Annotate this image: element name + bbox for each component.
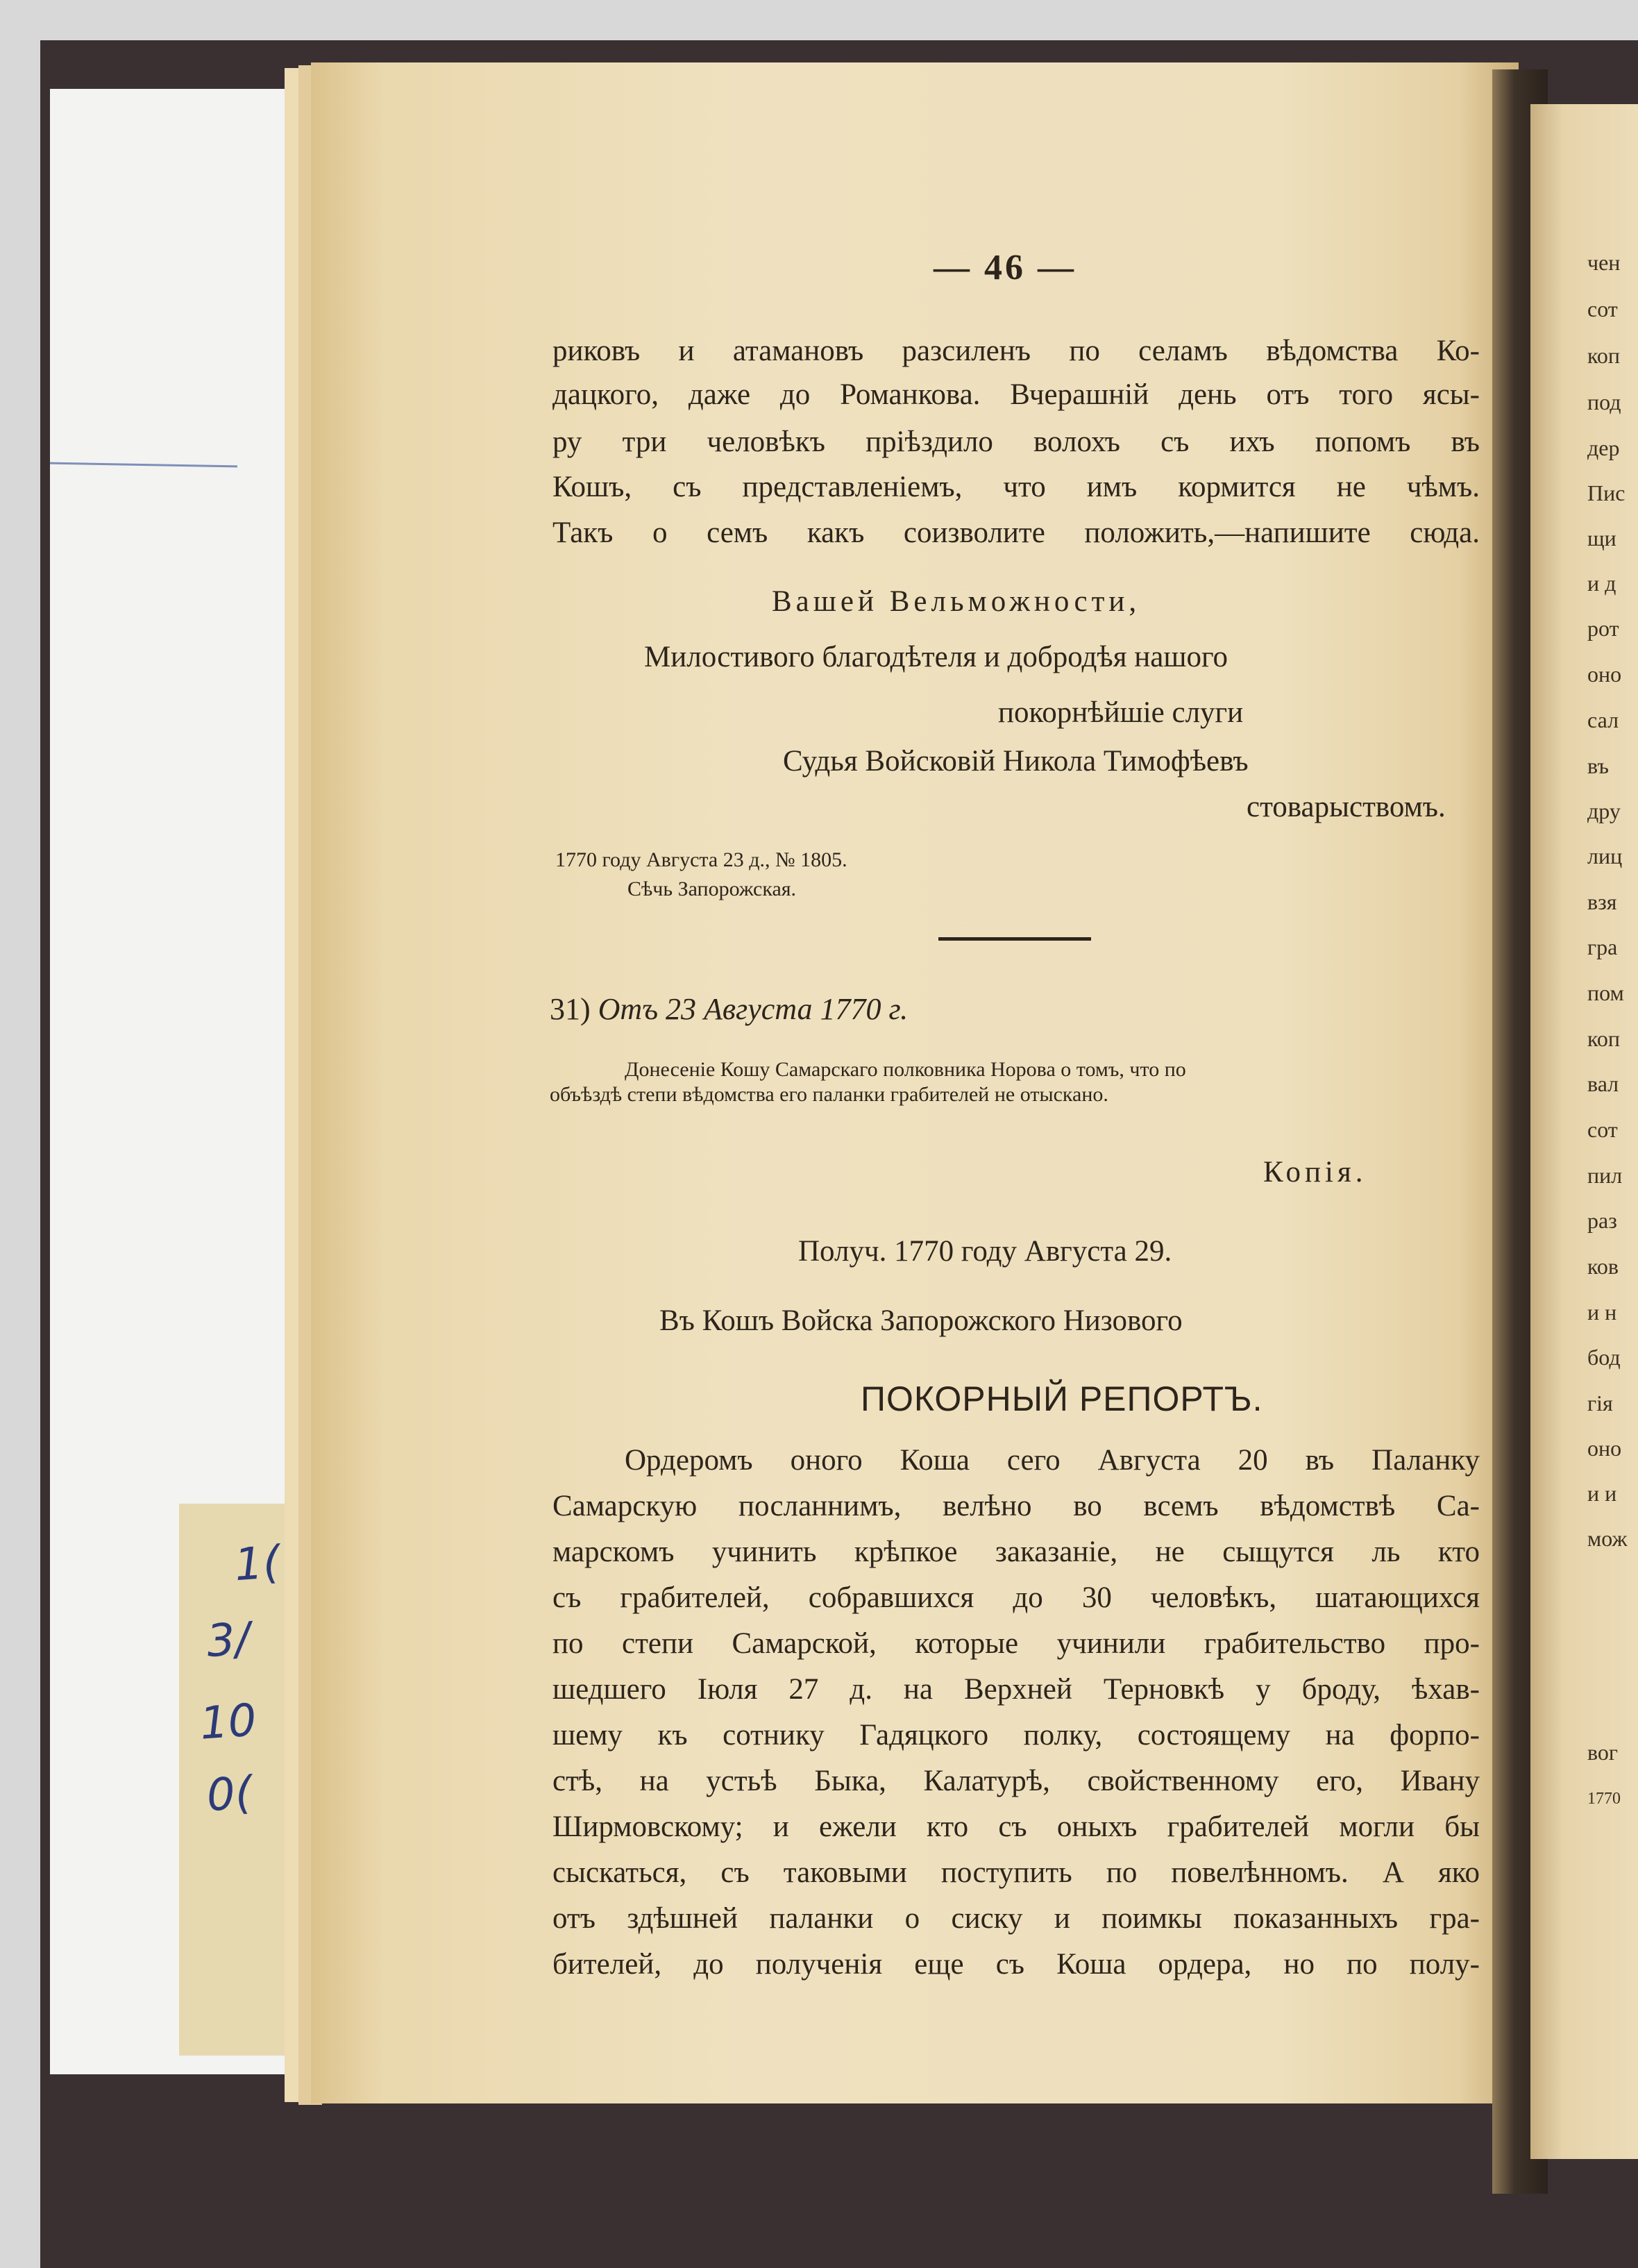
margin-note-1: 1( [233, 1536, 282, 1592]
facing-page-fragment: пил [1587, 1163, 1623, 1188]
facing-page-fragment: коп [1587, 343, 1621, 368]
facing-page-fragment: оно [1587, 662, 1622, 687]
facing-page-fragment: щи [1587, 526, 1616, 551]
document-heading [550, 991, 908, 1027]
facing-page-fragment: сот [1587, 1117, 1618, 1142]
text-line: дацкого, даже до Романкова. Вчерашній день отъ того ясы- [552, 378, 1480, 411]
signature-line: Милостивого благодѣтеля и добродѣя нашого [644, 641, 1228, 673]
signature-line: стоварыствомъ. [1247, 791, 1446, 823]
signature-address: Вашей Вельможности, [772, 585, 1141, 618]
date-note: 1770 году Августа 23 д., № 1805. [555, 848, 847, 871]
text-line: риковъ и атамановъ разсиленъ по селамъ вѣдомства Ко- [552, 335, 1480, 367]
text-line: шему къ сотнику Гадяцкого полку, состоящему на форпо- [552, 1719, 1480, 1752]
facing-page-fragment: гія [1587, 1391, 1613, 1416]
facing-page-fragment: 1770 [1587, 1790, 1621, 1808]
facing-page-fragment: пом [1587, 980, 1624, 1005]
facing-page-fragment: дру [1587, 798, 1621, 823]
text-line: по степи Самарской, которые учинили грабительство про- [552, 1627, 1480, 1660]
text-line: Ордеромъ оного Коша сего Августа 20 въ Паланку [625, 1444, 1480, 1477]
margin-note-4: 0( [205, 1767, 255, 1822]
margin-note-2: 3/ [205, 1613, 252, 1668]
facing-page-fragment: чен [1587, 250, 1621, 275]
facing-page-fragment: взя [1587, 889, 1617, 914]
page-number: — 46 — [934, 248, 1076, 287]
facing-page-fragment: бод [1587, 1345, 1621, 1370]
facing-page-fragment: въ [1587, 753, 1609, 778]
facing-page-fragment: ков [1587, 1254, 1619, 1279]
facing-page-fragment: и д [1587, 571, 1616, 596]
facing-page-fragment: и н [1587, 1300, 1617, 1325]
text-line: сыскаться, съ таковыми поступить по повелѣнномъ. А яко [552, 1856, 1480, 1889]
summary-line: Донесеніе Кошу Самарскаго полковника Норова о томъ, что по [625, 1058, 1186, 1081]
facing-page-fragment: гра [1587, 934, 1618, 959]
facing-page-fragment: вог [1587, 1740, 1619, 1765]
document-date: Отъ 23 Августа 1770 г. [598, 992, 909, 1026]
facing-page-fragment: оно [1587, 1436, 1622, 1461]
text-line: Кошъ, съ представленіемъ, что имъ кормится не чѣмъ. [552, 471, 1480, 503]
text-line: Ширмовскому; и ежели кто съ оныхъ грабителей могли бы [552, 1811, 1480, 1843]
facing-page-fragment: Пис [1587, 480, 1626, 505]
text-line: шедшего Іюля 27 д. на Верхней Терновкѣ у броду, ѣхав- [552, 1673, 1480, 1706]
facing-page-fragment: коп [1587, 1026, 1621, 1051]
margin-note-3: 10 [198, 1695, 258, 1750]
facing-page-fragment: вал [1587, 1071, 1619, 1096]
text-line: ру три человѣкъ пріѣздило волохъ съ ихъ попомъ въ [552, 426, 1480, 458]
signature-line: Судья Войсковій Никола Тимофѣевъ [783, 745, 1249, 778]
report-title: ПОКОРНЫЙ РЕПОРТЪ. [861, 1379, 1263, 1418]
summary-line: объѣздѣ степи вѣдомства его паланки грабителей не отыскано. [550, 1083, 1108, 1106]
facing-page-fragment: мож [1587, 1526, 1628, 1551]
text-line: отъ здѣшней паланки о сиску и поимкы показанныхъ гра- [552, 1902, 1480, 1935]
text-line: Такъ о семъ какъ соизволите положить,—напишите сюда. [552, 516, 1480, 549]
text-line: съ грабителей, собравшихся до 30 человѣкъ, шатающихся [552, 1581, 1480, 1614]
facing-page-fragment: и и [1587, 1481, 1617, 1506]
copy-label: Копія. [1263, 1156, 1367, 1188]
received-note: Получ. 1770 году Августа 29. [798, 1235, 1172, 1268]
facing-page-fragment: сал [1587, 707, 1619, 732]
document-number: 31) [550, 992, 591, 1026]
facing-page-fragment: дер [1587, 435, 1620, 460]
facing-page-fragment: под [1587, 389, 1621, 414]
section-divider [938, 937, 1091, 941]
facing-page-fragment: сот [1587, 296, 1618, 321]
text-line: Самарскую посланнимъ, велѣно во всемъ вѣдомствѣ Са- [552, 1490, 1480, 1522]
text-line: бителей, до полученія еще съ Коша ордера, но по полу- [552, 1948, 1480, 1981]
text-line: стѣ, на устьѣ Быка, Калатурѣ, свойственному его, Ивану [552, 1765, 1480, 1797]
facing-page-fragment: раз [1587, 1208, 1617, 1233]
facing-page-fragment: лиц [1587, 843, 1623, 868]
facing-page-fragment: рот [1587, 616, 1619, 641]
text-line: марскомъ учинить крѣпкое заказаніе, не сыщутся ль кто [552, 1536, 1480, 1568]
addressee: Въ Кошъ Войска Запорожского Низового [659, 1304, 1183, 1337]
facing-page [1530, 104, 1638, 2159]
place-note: Сѣчь Запорожская. [627, 877, 797, 900]
signature-line: покорнѣйшіе слуги [998, 696, 1244, 729]
